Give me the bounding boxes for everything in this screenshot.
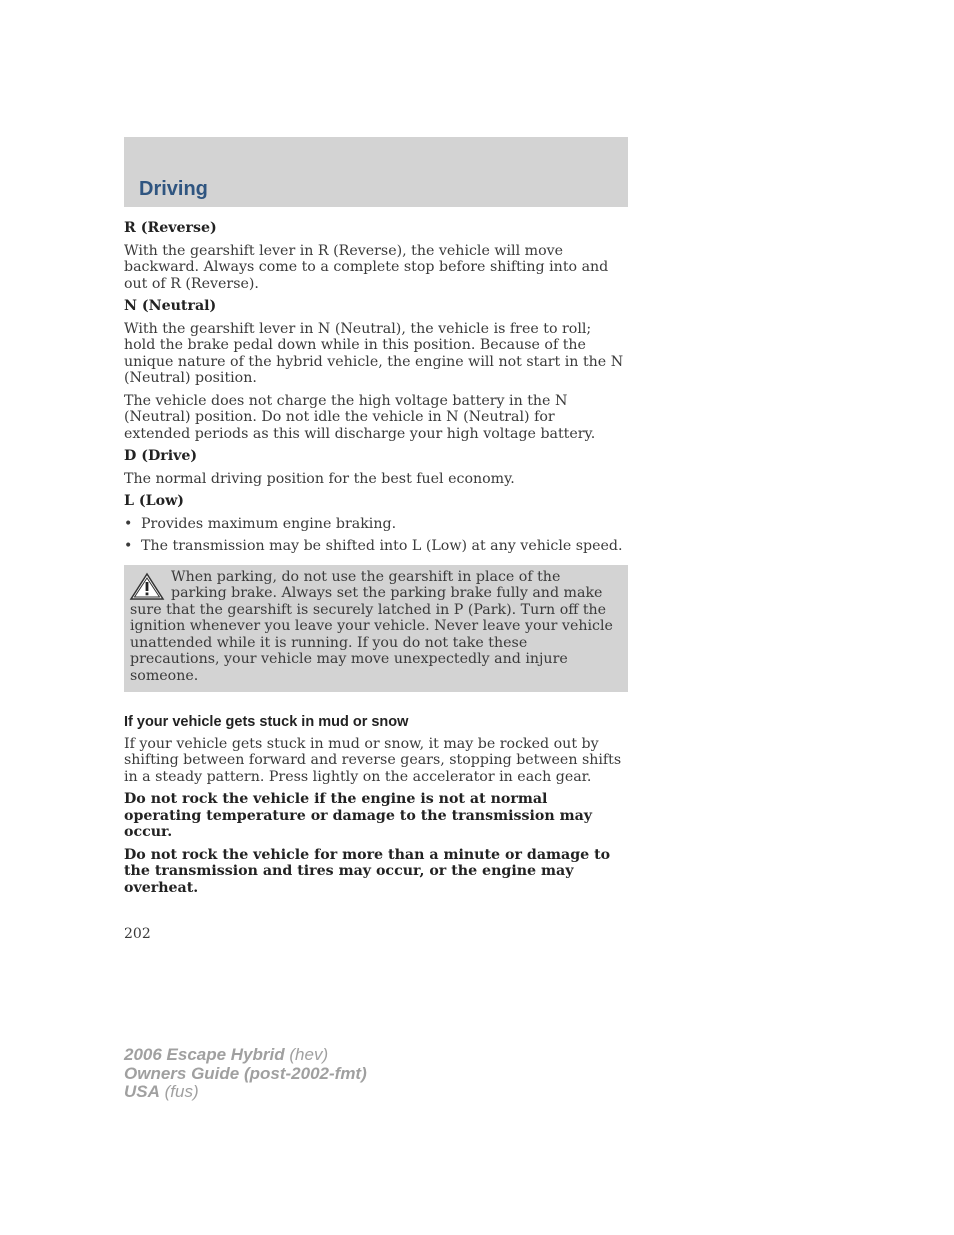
page-content [124, 220, 624, 902]
page-number: 202 [124, 926, 151, 942]
section-header-band [124, 137, 628, 207]
reverse-paragraph: With the gearshift lever in R (Reverse), the vehicle will move backward. Always come to a complete stop before shifting into and out of R (Reverse). [124, 242, 609, 292]
warning-box [124, 565, 628, 693]
list-item-text: The transmission may be shifted into L (Low) at any vehicle speed. [141, 538, 623, 554]
neutral-heading: N (Neutral) [124, 298, 217, 314]
warning-triangle-icon [129, 572, 165, 602]
stuck-heading: If your vehicle gets stuck in mud or snow [124, 714, 409, 730]
document-footer [124, 1046, 367, 1102]
footer-market: USA [124, 1082, 160, 1101]
stuck-paragraph: If your vehicle gets stuck in mud or snow, it may be rocked out by shifting between forward and reverse gears, stopping between shifts in a steady pattern. Press lightly on the accelerator in each gear. [124, 735, 622, 785]
bullet-icon: • [124, 515, 133, 532]
list-item [124, 538, 624, 555]
low-heading: L (Low) [124, 493, 184, 509]
drive-paragraph: The normal driving position for the best fuel economy. [124, 470, 515, 487]
warning-text: When parking, do not use the gearshift in place of the parking brake. Always set the parking brake fully and make sure that the gearshift is securely latched in P (Park). Turn off the ignition whenever you leave your vehicle. Never leave your vehicle unattended while it is running. If you do not take these precautions, your vehicle may move unexpectedly and injure someone. [130, 568, 613, 684]
list-item [124, 516, 624, 533]
list-item-text: Provides maximum engine braking. [141, 515, 397, 532]
footer-model-code: (hev) [289, 1045, 329, 1064]
drive-heading: D (Drive) [124, 448, 198, 464]
reverse-heading: R (Reverse) [124, 220, 217, 236]
footer-market-code: (fus) [164, 1082, 199, 1101]
neutral-paragraph-2: The vehicle does not charge the high voltage battery in the N (Neutral) position. Do not idle the vehicle in N (Neutral) for extended periods as this will discharge your high voltage battery. [124, 392, 596, 442]
stuck-caution-1: Do not rock the vehicle if the engine is not at normal operating temperature or damage to the transmission may occur. [124, 791, 593, 840]
stuck-caution-2: Do not rock the vehicle for more than a minute or damage to the transmission and tires may occur, or the engine may overheat. [124, 846, 611, 896]
footer-guide: Owners Guide (post-2002-fmt) [124, 1063, 367, 1083]
section-title: Driving [139, 178, 208, 200]
footer-model: 2006 Escape Hybrid [124, 1045, 285, 1064]
bullet-icon: • [124, 538, 133, 554]
neutral-paragraph-1: With the gearshift lever in N (Neutral), the vehicle is free to roll; hold the brake pedal down while in this position. Because of the unique nature of the hybrid vehicle, the engine will not start in the N (Neutral) position. [124, 320, 624, 386]
